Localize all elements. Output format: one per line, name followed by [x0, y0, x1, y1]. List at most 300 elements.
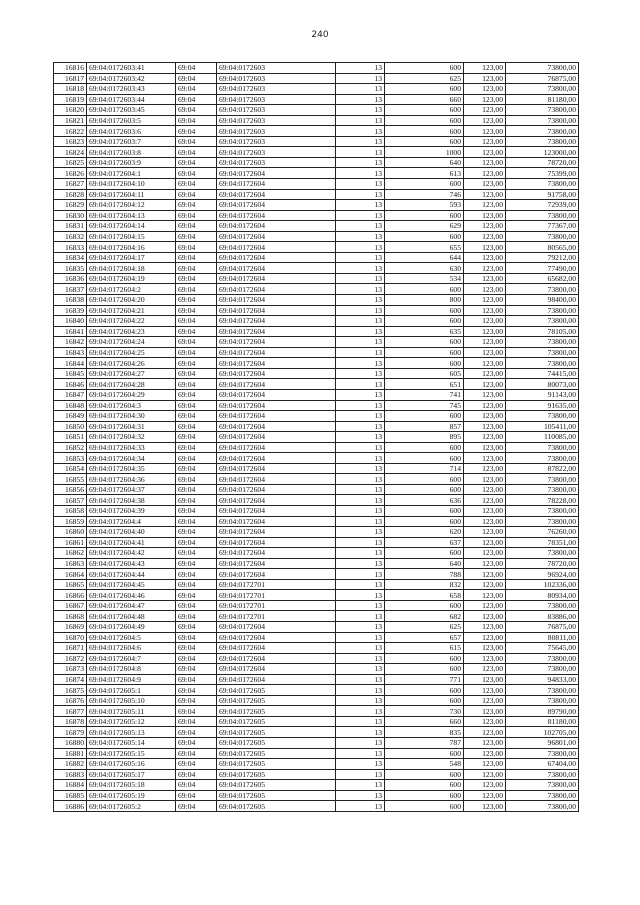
table-row	[54, 242, 579, 253]
cost-value: 73800,00	[506, 790, 579, 801]
cost-value: 78105,00	[506, 326, 579, 337]
table-row	[54, 221, 579, 232]
cadastral-number: 69:04:0172604:42	[87, 548, 176, 559]
category-code: 13	[336, 347, 385, 358]
rate-value: 123,00	[464, 263, 506, 274]
table-row	[54, 252, 579, 263]
table-row	[54, 527, 579, 538]
table-row	[54, 368, 579, 379]
cadastral-number: 69:04:0172604:43	[87, 558, 176, 569]
cost-value: 87822,00	[506, 463, 579, 474]
cost-value: 102336,00	[506, 579, 579, 590]
rate-value: 123,00	[464, 801, 506, 812]
area-value: 660	[385, 716, 464, 727]
cost-value: 80073,00	[506, 379, 579, 390]
cadastral-number: 69:04:0172604:4	[87, 516, 176, 527]
cadastral-number: 69:04:0172605:15	[87, 748, 176, 759]
district-code: 69:04	[176, 263, 217, 274]
table-row	[54, 442, 579, 453]
area-value: 600	[385, 474, 464, 485]
table-row	[54, 621, 579, 632]
quarter-number: 69:04:0172604	[217, 558, 336, 569]
district-code: 69:04	[176, 569, 217, 580]
rate-value: 123,00	[464, 400, 506, 411]
row-number: 16842	[54, 337, 87, 348]
cadastral-number: 69:04:0172604:19	[87, 273, 176, 284]
category-code: 13	[336, 305, 385, 316]
cost-value: 65682,00	[506, 273, 579, 284]
area-value: 655	[385, 242, 464, 253]
district-code: 69:04	[176, 738, 217, 749]
category-code: 13	[336, 136, 385, 147]
row-number: 16838	[54, 295, 87, 306]
cadastral-number: 69:04:0172604:9	[87, 674, 176, 685]
category-code: 13	[336, 664, 385, 675]
table-row	[54, 474, 579, 485]
district-code: 69:04	[176, 495, 217, 506]
page-number: 240	[311, 30, 329, 40]
area-value: 600	[385, 126, 464, 137]
district-code: 69:04	[176, 147, 217, 158]
rate-value: 123,00	[464, 252, 506, 263]
area-value: 600	[385, 347, 464, 358]
category-code: 13	[336, 284, 385, 295]
quarter-number: 69:04:0172603	[217, 126, 336, 137]
rate-value: 123,00	[464, 242, 506, 253]
row-number: 16830	[54, 210, 87, 221]
district-code: 69:04	[176, 94, 217, 105]
area-value: 741	[385, 389, 464, 400]
district-code: 69:04	[176, 790, 217, 801]
cost-value: 73800,00	[506, 801, 579, 812]
quarter-number: 69:04:0172604	[217, 453, 336, 464]
cadastral-number: 69:04:0172603:44	[87, 94, 176, 105]
area-value: 832	[385, 579, 464, 590]
category-code: 13	[336, 495, 385, 506]
cadastral-number: 69:04:0172604:20	[87, 295, 176, 306]
table-row	[54, 780, 579, 791]
district-code: 69:04	[176, 548, 217, 559]
category-code: 13	[336, 769, 385, 780]
quarter-number: 69:04:0172604	[217, 389, 336, 400]
rate-value: 123,00	[464, 695, 506, 706]
row-number: 16862	[54, 548, 87, 559]
quarter-number: 69:04:0172604	[217, 273, 336, 284]
cadastral-number: 69:04:0172604:26	[87, 358, 176, 369]
cost-value: 73800,00	[506, 347, 579, 358]
table-row	[54, 411, 579, 422]
rate-value: 123,00	[464, 379, 506, 390]
district-code: 69:04	[176, 210, 217, 221]
area-value: 600	[385, 411, 464, 422]
district-code: 69:04	[176, 527, 217, 538]
area-value: 600	[385, 305, 464, 316]
quarter-number: 69:04:0172604	[217, 411, 336, 422]
cost-value: 78351,00	[506, 537, 579, 548]
district-code: 69:04	[176, 316, 217, 327]
rate-value: 123,00	[464, 674, 506, 685]
category-code: 13	[336, 727, 385, 738]
cost-value: 73800,00	[506, 284, 579, 295]
row-number: 16827	[54, 179, 87, 190]
cost-value: 73800,00	[506, 769, 579, 780]
row-number: 16876	[54, 695, 87, 706]
row-number: 16884	[54, 780, 87, 791]
row-number: 16818	[54, 84, 87, 95]
category-code: 13	[336, 516, 385, 527]
cost-value: 78228,00	[506, 495, 579, 506]
row-number: 16839	[54, 305, 87, 316]
district-code: 69:04	[176, 695, 217, 706]
row-number: 16819	[54, 94, 87, 105]
table-row	[54, 284, 579, 295]
category-code: 13	[336, 801, 385, 812]
cost-value: 73800,00	[506, 474, 579, 485]
cadastral-number: 69:04:0172604:36	[87, 474, 176, 485]
cadastral-number: 69:04:0172603:5	[87, 115, 176, 126]
cadastral-number: 69:04:0172604:44	[87, 569, 176, 580]
category-code: 13	[336, 442, 385, 453]
table-row	[54, 400, 579, 411]
cadastral-number: 69:04:0172604:8	[87, 664, 176, 675]
quarter-number: 69:04:0172604	[217, 242, 336, 253]
quarter-number: 69:04:0172604	[217, 421, 336, 432]
quarter-number: 69:04:0172701	[217, 590, 336, 601]
area-value: 600	[385, 136, 464, 147]
cost-value: 83886,00	[506, 611, 579, 622]
quarter-number: 69:04:0172605	[217, 685, 336, 696]
area-value: 600	[385, 653, 464, 664]
table-row	[54, 305, 579, 316]
rate-value: 123,00	[464, 231, 506, 242]
cadastral-number: 69:04:0172605:19	[87, 790, 176, 801]
row-number: 16872	[54, 653, 87, 664]
cadastral-number: 69:04:0172604:37	[87, 484, 176, 495]
table-row	[54, 210, 579, 221]
quarter-number: 69:04:0172604	[217, 527, 336, 538]
row-number: 16861	[54, 537, 87, 548]
rate-value: 123,00	[464, 484, 506, 495]
quarter-number: 69:04:0172604	[217, 221, 336, 232]
cost-value: 73800,00	[506, 210, 579, 221]
cadastral-number: 69:04:0172605:17	[87, 769, 176, 780]
table-row	[54, 590, 579, 601]
row-number: 16826	[54, 168, 87, 179]
quarter-number: 69:04:0172604	[217, 305, 336, 316]
row-number: 16877	[54, 706, 87, 717]
quarter-number: 69:04:0172605	[217, 790, 336, 801]
area-value: 600	[385, 685, 464, 696]
quarter-number: 69:04:0172604	[217, 168, 336, 179]
district-code: 69:04	[176, 157, 217, 168]
area-value: 534	[385, 273, 464, 284]
quarter-number: 69:04:0172701	[217, 579, 336, 590]
quarter-number: 69:04:0172604	[217, 337, 336, 348]
rate-value: 123,00	[464, 147, 506, 158]
rate-value: 123,00	[464, 105, 506, 116]
cadastral-number: 69:04:0172603:42	[87, 73, 176, 84]
cadastral-table	[53, 62, 579, 812]
quarter-number: 69:04:0172701	[217, 600, 336, 611]
cadastral-number: 69:04:0172604:29	[87, 389, 176, 400]
district-code: 69:04	[176, 685, 217, 696]
rate-value: 123,00	[464, 664, 506, 675]
cadastral-number: 69:04:0172604:18	[87, 263, 176, 274]
cost-value: 96801,00	[506, 738, 579, 749]
row-number: 16857	[54, 495, 87, 506]
quarter-number: 69:04:0172604	[217, 674, 336, 685]
rate-value: 123,00	[464, 759, 506, 770]
table-row	[54, 664, 579, 675]
row-number: 16840	[54, 316, 87, 327]
quarter-number: 69:04:0172605	[217, 738, 336, 749]
rate-value: 123,00	[464, 295, 506, 306]
rate-value: 123,00	[464, 463, 506, 474]
table-row	[54, 389, 579, 400]
category-code: 13	[336, 316, 385, 327]
cadastral-number: 69:04:0172604:33	[87, 442, 176, 453]
cost-value: 98400,00	[506, 295, 579, 306]
row-number: 16874	[54, 674, 87, 685]
cadastral-number: 69:04:0172604:41	[87, 537, 176, 548]
district-code: 69:04	[176, 242, 217, 253]
category-code: 13	[336, 600, 385, 611]
cost-value: 73800,00	[506, 748, 579, 759]
area-value: 600	[385, 358, 464, 369]
category-code: 13	[336, 368, 385, 379]
district-code: 69:04	[176, 558, 217, 569]
category-code: 13	[336, 674, 385, 685]
cadastral-number: 69:04:0172604:47	[87, 600, 176, 611]
rate-value: 123,00	[464, 136, 506, 147]
quarter-number: 69:04:0172604	[217, 463, 336, 474]
area-value: 651	[385, 379, 464, 390]
table-row	[54, 115, 579, 126]
rate-value: 123,00	[464, 706, 506, 717]
table-row	[54, 179, 579, 190]
area-value: 835	[385, 727, 464, 738]
category-code: 13	[336, 632, 385, 643]
cadastral-number: 69:04:0172604:15	[87, 231, 176, 242]
area-value: 657	[385, 632, 464, 643]
table-row	[54, 727, 579, 738]
quarter-number: 69:04:0172605	[217, 801, 336, 812]
row-number: 16843	[54, 347, 87, 358]
rate-value: 123,00	[464, 600, 506, 611]
cost-value: 73800,00	[506, 548, 579, 559]
rate-value: 123,00	[464, 558, 506, 569]
cost-value: 89790,00	[506, 706, 579, 717]
cost-value: 67404,00	[506, 759, 579, 770]
cost-value: 80565,00	[506, 242, 579, 253]
district-code: 69:04	[176, 200, 217, 211]
district-code: 69:04	[176, 252, 217, 263]
rate-value: 123,00	[464, 210, 506, 221]
quarter-number: 69:04:0172604	[217, 632, 336, 643]
row-number: 16875	[54, 685, 87, 696]
area-value: 613	[385, 168, 464, 179]
row-number: 16873	[54, 664, 87, 675]
district-code: 69:04	[176, 273, 217, 284]
rate-value: 123,00	[464, 495, 506, 506]
district-code: 69:04	[176, 337, 217, 348]
area-value: 658	[385, 590, 464, 601]
area-value: 644	[385, 252, 464, 263]
cost-value: 73800,00	[506, 484, 579, 495]
category-code: 13	[336, 738, 385, 749]
table-row	[54, 273, 579, 284]
cost-value: 73800,00	[506, 600, 579, 611]
district-code: 69:04	[176, 358, 217, 369]
rate-value: 123,00	[464, 126, 506, 137]
cadastral-number: 69:04:0172605:11	[87, 706, 176, 717]
category-code: 13	[336, 527, 385, 538]
row-number: 16817	[54, 73, 87, 84]
district-code: 69:04	[176, 600, 217, 611]
area-value: 600	[385, 484, 464, 495]
area-value: 600	[385, 316, 464, 327]
category-code: 13	[336, 147, 385, 158]
category-code: 13	[336, 569, 385, 580]
area-value: 600	[385, 179, 464, 190]
district-code: 69:04	[176, 189, 217, 200]
district-code: 69:04	[176, 295, 217, 306]
row-number: 16868	[54, 611, 87, 622]
area-value: 548	[385, 759, 464, 770]
cost-value: 73800,00	[506, 105, 579, 116]
table-row	[54, 674, 579, 685]
row-number: 16835	[54, 263, 87, 274]
cadastral-number: 69:04:0172604:22	[87, 316, 176, 327]
area-value: 630	[385, 263, 464, 274]
cadastral-number: 69:04:0172605:14	[87, 738, 176, 749]
table-row	[54, 716, 579, 727]
area-value: 771	[385, 674, 464, 685]
district-code: 69:04	[176, 611, 217, 622]
quarter-number: 69:04:0172603	[217, 115, 336, 126]
quarter-number: 69:04:0172605	[217, 695, 336, 706]
cost-value: 73800,00	[506, 179, 579, 190]
cadastral-number: 69:04:0172604:31	[87, 421, 176, 432]
area-value: 600	[385, 516, 464, 527]
area-value: 600	[385, 231, 464, 242]
quarter-number: 69:04:0172604	[217, 210, 336, 221]
quarter-number: 69:04:0172605	[217, 716, 336, 727]
cadastral-number: 69:04:0172604:1	[87, 168, 176, 179]
category-code: 13	[336, 453, 385, 464]
row-number: 16878	[54, 716, 87, 727]
category-code: 13	[336, 780, 385, 791]
row-number: 16859	[54, 516, 87, 527]
category-code: 13	[336, 73, 385, 84]
cost-value: 73800,00	[506, 505, 579, 516]
category-code: 13	[336, 484, 385, 495]
quarter-number: 69:04:0172604	[217, 569, 336, 580]
table-row	[54, 600, 579, 611]
table-row	[54, 748, 579, 759]
category-code: 13	[336, 759, 385, 770]
cost-value: 73800,00	[506, 231, 579, 242]
category-code: 13	[336, 157, 385, 168]
row-number: 16867	[54, 600, 87, 611]
category-code: 13	[336, 505, 385, 516]
cadastral-number: 69:04:0172604:46	[87, 590, 176, 601]
area-value: 620	[385, 527, 464, 538]
cost-value: 110085,00	[506, 432, 579, 443]
cadastral-number: 69:04:0172605:12	[87, 716, 176, 727]
cost-value: 73800,00	[506, 63, 579, 74]
rate-value: 123,00	[464, 621, 506, 632]
quarter-number: 69:04:0172604	[217, 484, 336, 495]
cadastral-number: 69:04:0172604:23	[87, 326, 176, 337]
row-number: 16836	[54, 273, 87, 284]
category-code: 13	[336, 685, 385, 696]
area-value: 636	[385, 495, 464, 506]
table-row	[54, 548, 579, 559]
category-code: 13	[336, 105, 385, 116]
table-row	[54, 136, 579, 147]
table-row	[54, 558, 579, 569]
district-code: 69:04	[176, 579, 217, 590]
cadastral-number: 69:04:0172604:14	[87, 221, 176, 232]
area-value: 600	[385, 801, 464, 812]
category-code: 13	[336, 421, 385, 432]
district-code: 69:04	[176, 411, 217, 422]
area-value: 625	[385, 621, 464, 632]
rate-value: 123,00	[464, 432, 506, 443]
cost-value: 73800,00	[506, 337, 579, 348]
category-code: 13	[336, 126, 385, 137]
row-number: 16821	[54, 115, 87, 126]
cadastral-number: 69:04:0172605:13	[87, 727, 176, 738]
cost-value: 94833,00	[506, 674, 579, 685]
quarter-number: 69:04:0172604	[217, 231, 336, 242]
cadastral-number: 69:04:0172603:6	[87, 126, 176, 137]
cost-value: 76875,00	[506, 73, 579, 84]
quarter-number: 69:04:0172605	[217, 748, 336, 759]
row-number: 16869	[54, 621, 87, 632]
row-number: 16828	[54, 189, 87, 200]
area-value: 800	[385, 295, 464, 306]
table-row	[54, 685, 579, 696]
area-value: 600	[385, 84, 464, 95]
table-row	[54, 200, 579, 211]
cost-value: 123000,00	[506, 147, 579, 158]
category-code: 13	[336, 611, 385, 622]
cadastral-number: 69:04:0172603:43	[87, 84, 176, 95]
quarter-number: 69:04:0172603	[217, 157, 336, 168]
category-code: 13	[336, 621, 385, 632]
rate-value: 123,00	[464, 790, 506, 801]
district-code: 69:04	[176, 664, 217, 675]
table-row	[54, 358, 579, 369]
quarter-number: 69:04:0172604	[217, 295, 336, 306]
cost-value: 73800,00	[506, 305, 579, 316]
table-row	[54, 453, 579, 464]
table-row	[54, 643, 579, 654]
rate-value: 123,00	[464, 474, 506, 485]
rate-value: 123,00	[464, 716, 506, 727]
cost-value: 91635,00	[506, 400, 579, 411]
cadastral-number: 69:04:0172605:10	[87, 695, 176, 706]
quarter-number: 69:04:0172604	[217, 432, 336, 443]
district-code: 69:04	[176, 442, 217, 453]
row-number: 16832	[54, 231, 87, 242]
rate-value: 123,00	[464, 505, 506, 516]
cost-value: 73800,00	[506, 411, 579, 422]
row-number: 16824	[54, 147, 87, 158]
row-number: 16866	[54, 590, 87, 601]
